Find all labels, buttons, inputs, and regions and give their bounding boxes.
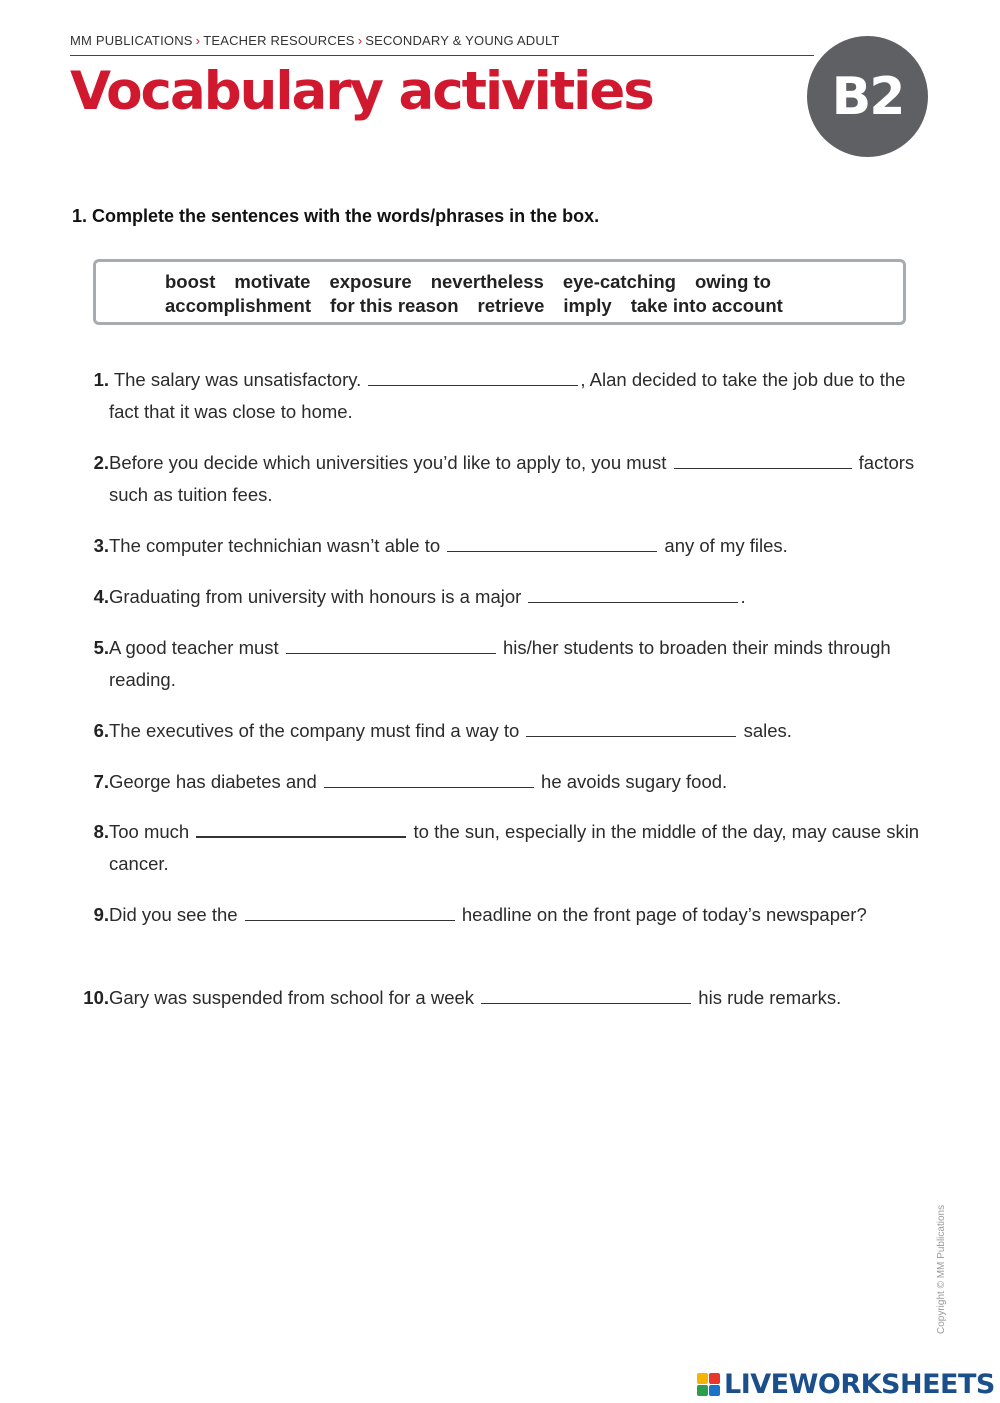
word-box-row: [165, 295, 903, 319]
word-item: motivate: [234, 271, 311, 292]
breadcrumb: [70, 33, 814, 56]
answer-blank[interactable]: [526, 716, 736, 737]
answer-blank[interactable]: [196, 816, 406, 838]
level-badge: B2: [807, 36, 928, 157]
question-text-before: The computer technichian wasn’t able to: [109, 535, 446, 556]
question-number: 8.: [93, 821, 109, 842]
question-text-before: Graduating from university with honours is a major: [109, 586, 527, 607]
question-text-after: .: [740, 586, 746, 607]
breadcrumb-item-section[interactable]: SECONDARY & YOUNG ADULT: [365, 33, 560, 48]
answer-blank[interactable]: [674, 448, 852, 469]
question-number: 7.: [93, 771, 109, 792]
question-text-before: Gary was suspended from school for a week: [109, 987, 480, 1008]
word-item: owing to: [694, 271, 771, 292]
question-text-before: The salary was unsatisfactory.: [113, 369, 367, 390]
answer-blank[interactable]: [447, 531, 657, 552]
answer-blank[interactable]: [245, 900, 455, 921]
liveworksheets-icon: [697, 1373, 720, 1396]
word-item: eye-catching: [562, 271, 676, 292]
question-8: [68, 816, 938, 880]
question-number: 5.: [93, 637, 109, 658]
chevron-right-icon: ›: [357, 33, 363, 48]
question-4: [68, 581, 938, 613]
question-number: 1.: [93, 369, 109, 390]
answer-blank[interactable]: [481, 983, 691, 1004]
liveworksheets-logo[interactable]: [697, 1369, 995, 1399]
word-item: imply: [563, 295, 612, 316]
question-number: 6.: [93, 720, 109, 741]
question-text-after: sales.: [738, 720, 792, 741]
question-5: [68, 632, 938, 696]
answer-blank[interactable]: [286, 633, 496, 654]
question-3: [68, 530, 938, 562]
question-text-before: Did you see the: [109, 904, 243, 925]
chevron-right-icon: ›: [195, 33, 201, 48]
word-box-row: [165, 271, 903, 295]
question-text-after: he avoids sugary food.: [535, 771, 728, 792]
logo-text: LIVEWORKSHEETS: [724, 1368, 995, 1400]
question-2: [68, 447, 938, 511]
question-6: [68, 715, 938, 747]
question-text-before: Before you decide which universities you’d like to apply to, you must: [109, 452, 672, 473]
word-item: exposure: [329, 271, 412, 292]
exercise-instruction: 1. Complete the sentences with the words/phrases in the box.: [72, 206, 600, 226]
question-text-before: The executives of the company must find a way to: [109, 720, 525, 741]
question-text-before: A good teacher must: [109, 637, 284, 658]
word-item: accomplishment: [165, 295, 311, 316]
question-text-after: factors such as tuition fees.: [109, 452, 915, 505]
word-item: take into account: [630, 295, 783, 316]
question-number: 3.: [93, 535, 109, 556]
word-item: boost: [165, 271, 216, 292]
question-text-after: his/her students to broaden their minds through reading.: [109, 637, 891, 690]
question-10: [68, 982, 938, 1014]
word-box: [93, 259, 906, 325]
word-item: nevertheless: [430, 271, 544, 292]
question-number: 4.: [93, 586, 109, 607]
answer-blank[interactable]: [528, 582, 738, 603]
question-9: [68, 899, 938, 931]
question-text-after: headline on the front page of today’s newspaper?: [456, 904, 867, 925]
page-title: Vocabulary activities: [70, 61, 653, 122]
answer-blank[interactable]: [368, 365, 578, 386]
question-1: [68, 364, 938, 428]
question-number: 2.: [93, 452, 109, 473]
question-7: [68, 766, 938, 798]
question-text-after: any of my files.: [659, 535, 788, 556]
word-item: for this reason: [330, 295, 459, 316]
question-text-before: George has diabetes and: [109, 771, 322, 792]
breadcrumb-item-publisher[interactable]: MM PUBLICATIONS: [70, 33, 193, 48]
question-text-after: his rude remarks.: [693, 987, 842, 1008]
copyright-text: Copyright © MM Publications: [936, 1204, 947, 1334]
breadcrumb-item-resources[interactable]: TEACHER RESOURCES: [203, 33, 355, 48]
answer-blank[interactable]: [324, 767, 534, 788]
question-number: 10.: [83, 987, 109, 1008]
question-text-after: , Alan decided to take the job due to the fact that it was close to home.: [109, 369, 906, 422]
question-text-after: to the sun, especially in the middle of the day, may cause skin cancer.: [109, 821, 920, 874]
question-number: 9.: [93, 904, 109, 925]
word-item: retrieve: [477, 295, 545, 316]
question-text-before: Too much: [109, 821, 195, 842]
